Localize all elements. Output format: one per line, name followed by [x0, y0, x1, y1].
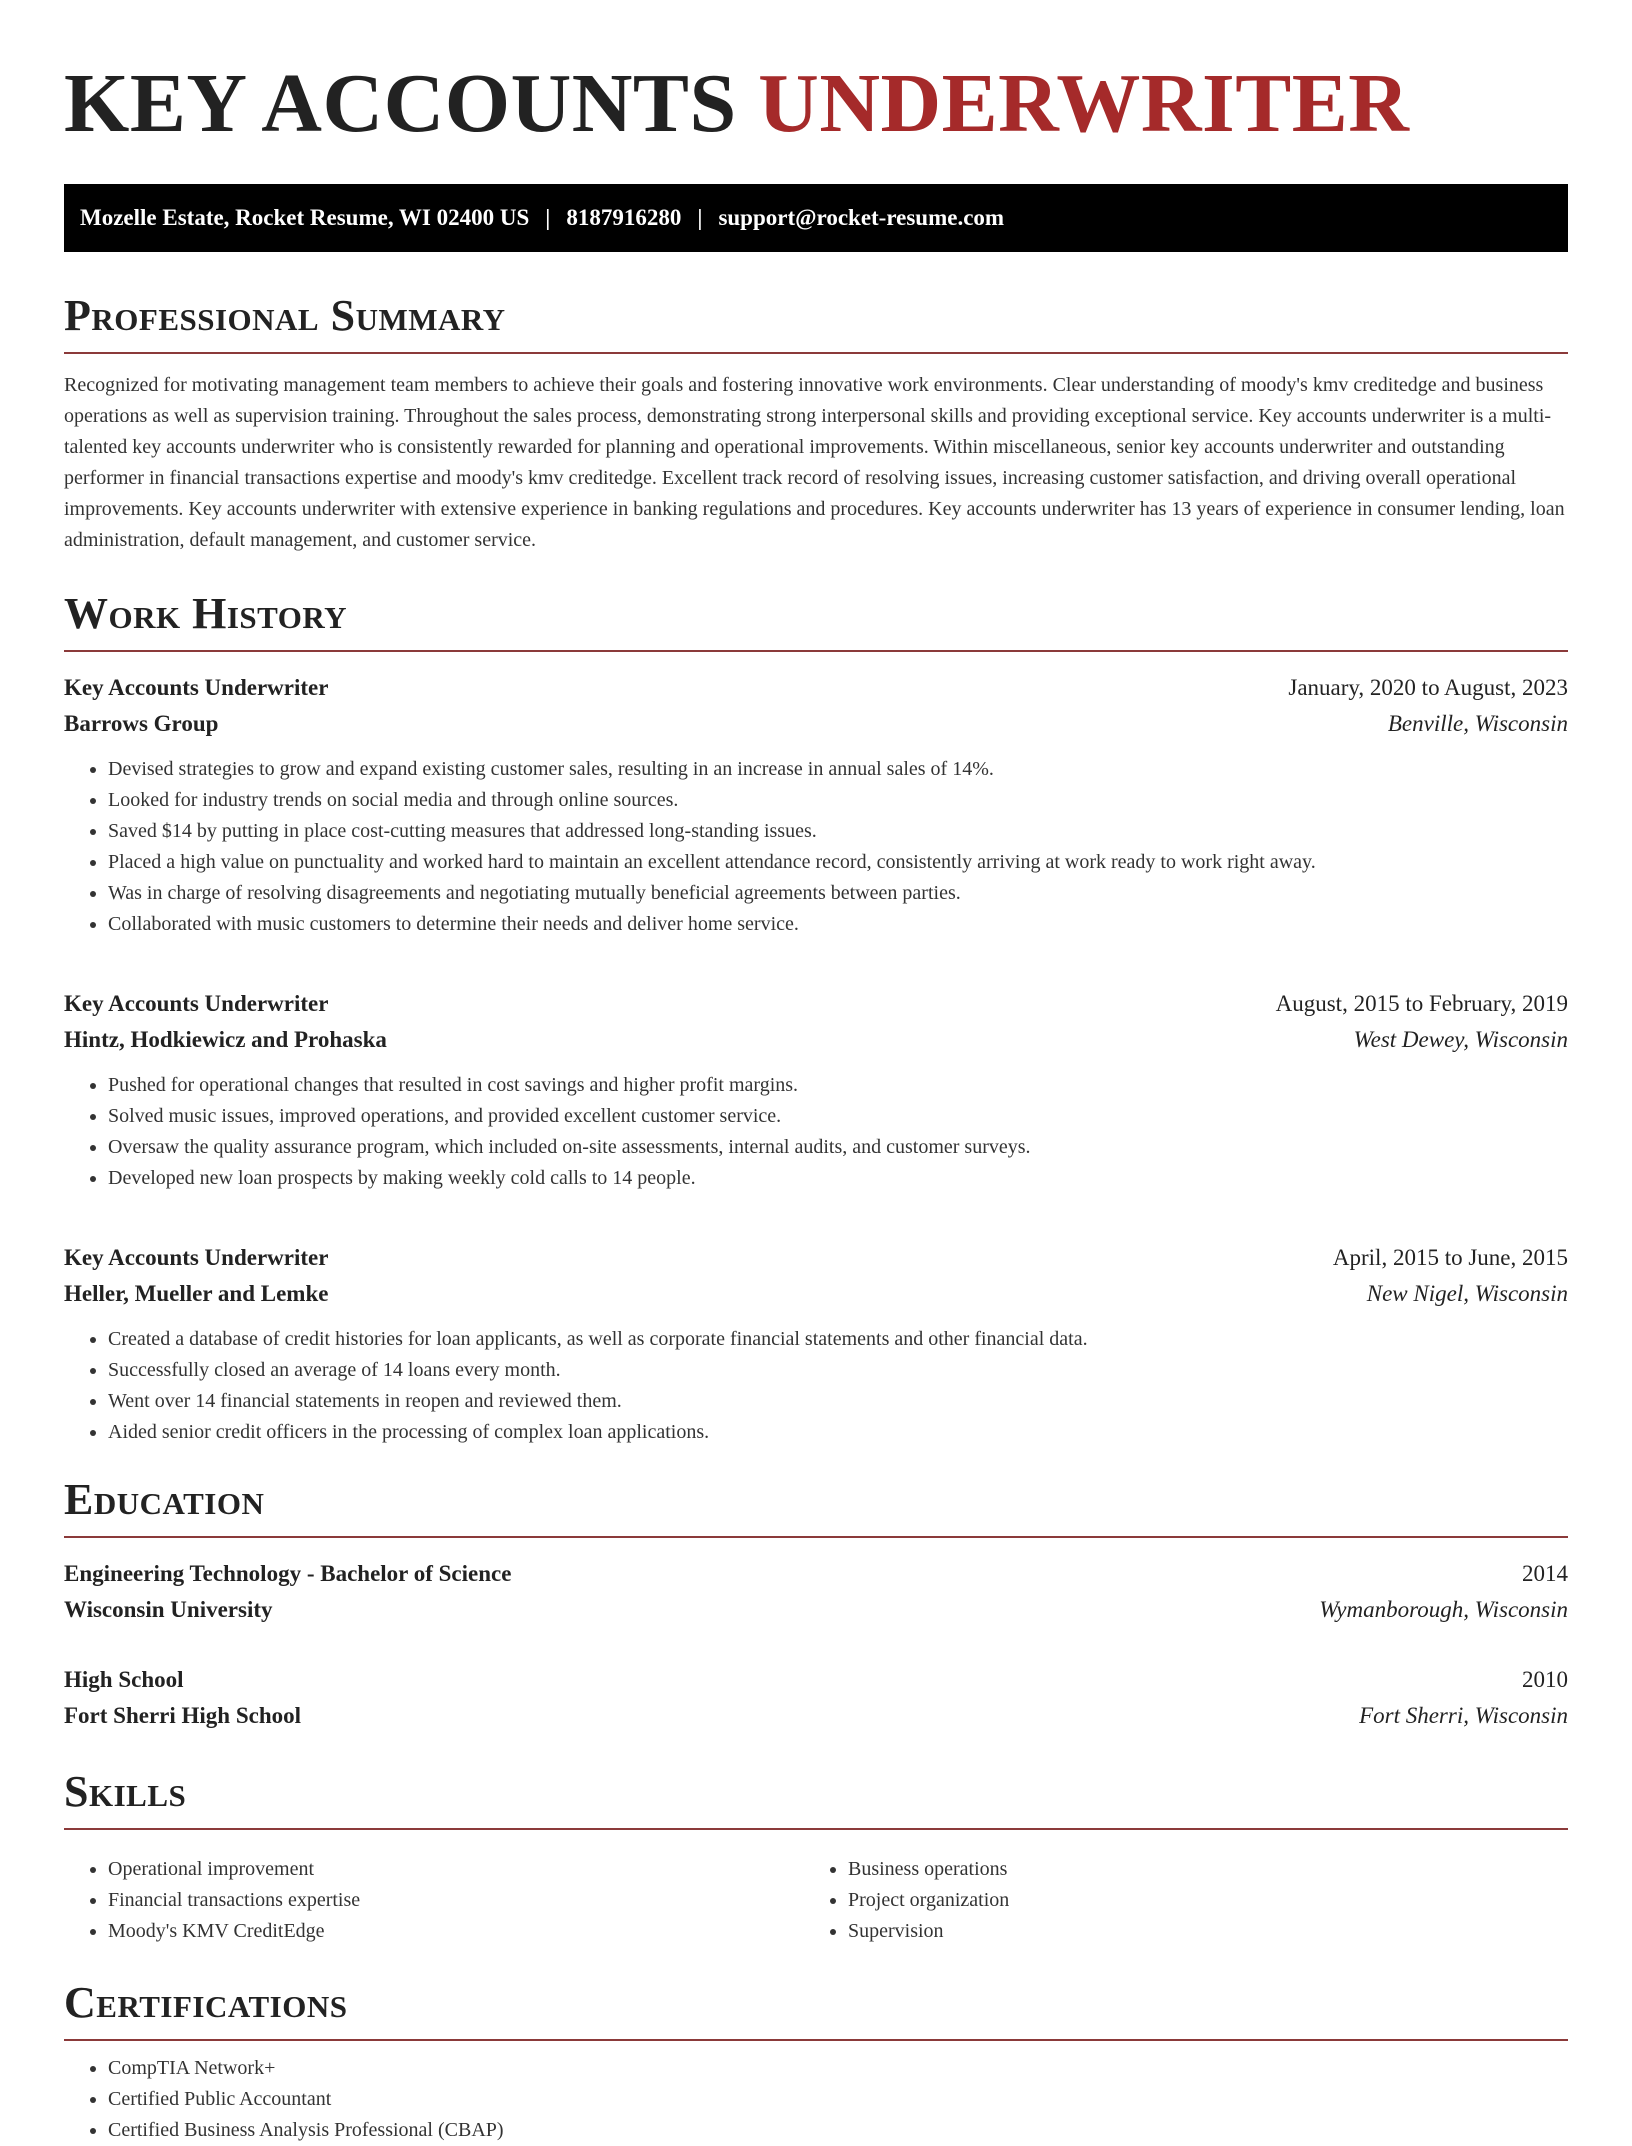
job-dates: April, 2015 to June, 2015	[1332, 1245, 1568, 1270]
list-item: • Looked for industry trends on social media and through online sources.	[108, 785, 1568, 816]
education-degree: Engineering Technology - Bachelor of Science	[64, 1561, 512, 1586]
work-history-section	[64, 590, 1568, 1448]
education-location: Fort Sherri, Wisconsin	[1359, 1703, 1568, 1728]
education-section	[64, 1476, 1568, 1734]
list-item: • Went over 14 financial statements in reopen and reviewed them.	[108, 1386, 1568, 1417]
education-school: Fort Sherri High School	[64, 1703, 302, 1728]
section-heading: Education	[64, 1476, 1568, 1538]
list-item: • Oversaw the quality assurance program, which included on-site assessments, internal audits, and customer surveys.	[108, 1132, 1568, 1163]
list-item: • Pushed for operational changes that resulted in cost savings and higher profit margins.	[108, 1070, 1568, 1101]
section-heading: Certifications	[64, 1979, 1568, 2041]
certifications-list	[64, 2053, 1568, 2146]
job-dates: August, 2015 to February, 2019	[1275, 991, 1568, 1016]
certification-item: • CompTIA Network+	[108, 2053, 1568, 2084]
section-heading: Work History	[64, 590, 1568, 652]
education-entry	[64, 1662, 1568, 1734]
list-item: • Collaborated with music customers to determine their needs and deliver home service.	[108, 909, 1568, 940]
list-item: • Saved $14 by putting in place cost-cutting measures that addressed long-standing issues.	[108, 816, 1568, 847]
job-title: Key Accounts Underwriter	[64, 991, 329, 1016]
job-title: Key Accounts Underwriter	[64, 675, 329, 700]
skills-section	[64, 1768, 1568, 1947]
job-location: Benville, Wisconsin	[1387, 711, 1568, 736]
job-entry	[64, 670, 1568, 940]
job-company: Heller, Mueller and Lemke	[64, 1281, 329, 1306]
education-degree: High School	[64, 1667, 184, 1692]
education-year: 2010	[1522, 1667, 1568, 1692]
job-bullets	[64, 1324, 1568, 1448]
section-heading: Professional Summary	[64, 292, 1568, 354]
job-bullets	[64, 1070, 1568, 1194]
job-dates: January, 2020 to August, 2023	[1288, 675, 1568, 700]
job-company: Hintz, Hodkiewicz and Prohaska	[64, 1027, 387, 1052]
contact-email: support@rocket-resume.com	[718, 205, 1005, 230]
job-bullets	[64, 754, 1568, 940]
education-entry	[64, 1556, 1568, 1628]
title-accent: UNDERWRITER	[758, 57, 1410, 150]
list-item: • Placed a high value on punctuality and worked hard to maintain an excellent attendance record, consistently arriving at work ready to work right away.	[108, 847, 1568, 878]
contact-bar	[64, 184, 1568, 252]
skill-item: • Operational improvement	[108, 1854, 804, 1885]
certification-item: • Certified Public Accountant	[108, 2084, 1568, 2115]
skills-list	[804, 1854, 1544, 1947]
list-item: • Developed new loan prospects by making weekly cold calls to 14 people.	[108, 1163, 1568, 1194]
job-entry	[64, 1240, 1568, 1448]
skills-column	[64, 1842, 804, 1947]
education-school: Wisconsin University	[64, 1597, 273, 1622]
skill-item: • Business operations	[848, 1854, 1544, 1885]
education-year: 2014	[1522, 1561, 1568, 1586]
skill-item: • Project organization	[848, 1885, 1544, 1916]
contact-phone: 8187916280	[566, 205, 682, 230]
certifications-section	[64, 1979, 1568, 2146]
professional-summary-section	[64, 292, 1568, 556]
job-location: West Dewey, Wisconsin	[1353, 1027, 1568, 1052]
list-item: • Created a database of credit histories for loan applicants, as well as corporate financial statements and other financial data.	[108, 1324, 1568, 1355]
contact-separator: |	[545, 205, 551, 230]
education-location: Wymanborough, Wisconsin	[1319, 1597, 1568, 1622]
certification-item: • Certified Business Analysis Professional (CBAP)	[108, 2115, 1568, 2146]
skills-list	[64, 1854, 804, 1947]
list-item: • Successfully closed an average of 14 loans every month.	[108, 1355, 1568, 1386]
job-company: Barrows Group	[64, 711, 219, 736]
list-item: • Was in charge of resolving disagreements and negotiating mutually beneficial agreements between parties.	[108, 878, 1568, 909]
skills-grid	[64, 1842, 1568, 1947]
skills-column	[804, 1842, 1544, 1947]
title-first: KEY ACCOUNTS	[64, 57, 737, 150]
job-location: New Nigel, Wisconsin	[1366, 1281, 1568, 1306]
list-item: • Solved music issues, improved operations, and provided excellent customer service.	[108, 1101, 1568, 1132]
contact-address: Mozelle Estate, Rocket Resume, WI 02400 US	[80, 205, 530, 230]
contact-separator: |	[697, 205, 703, 230]
list-item: • Aided senior credit officers in the processing of complex loan applications.	[108, 1417, 1568, 1448]
resume-title	[64, 0, 1568, 152]
skill-item: • Financial transactions expertise	[108, 1885, 804, 1916]
job-title: Key Accounts Underwriter	[64, 1245, 329, 1270]
job-entry	[64, 986, 1568, 1194]
skill-item: • Supervision	[848, 1916, 1544, 1947]
section-heading: Skills	[64, 1768, 1568, 1830]
list-item: • Devised strategies to grow and expand existing customer sales, resulting in an increase in annual sales of 14%.	[108, 754, 1568, 785]
summary-text: Recognized for motivating management team members to achieve their goals and fostering innovative work environments. Clear understanding of moody's kmv creditedge and business operations as well as supervision training. Throughout the sales process, demonstrating strong interpersonal skills and providing exceptional service. Key accounts underwriter is a multi-talented key accounts underwriter who is consistently rewarded for planning and operational improvements. Within miscellaneous, senior key accounts underwriter and outstanding performer in financial transactions expertise and moody's kmv creditedge. Excellent track record of resolving issues, increasing customer satisfaction, and driving overall operational improvements. Key accounts underwriter with extensive experience in banking regulations and procedures. Key accounts underwriter has 13 years of experience in consumer lending, loan administration, default management, and customer service.	[64, 374, 1565, 551]
skill-item: • Moody's KMV CreditEdge	[108, 1916, 804, 1947]
